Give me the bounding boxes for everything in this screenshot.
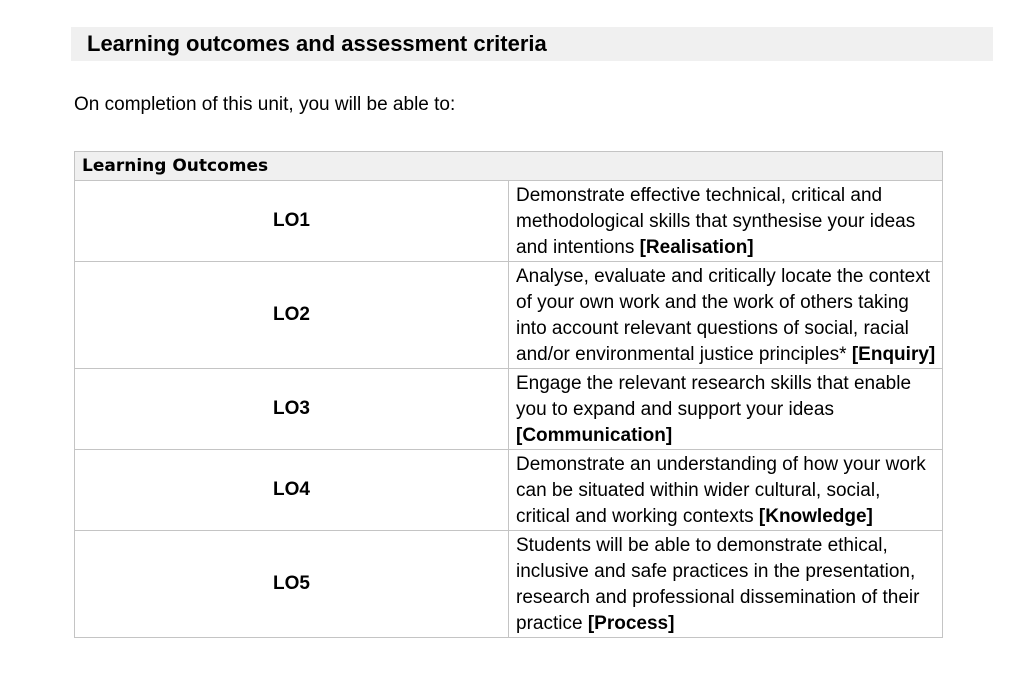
outcome-description xyxy=(509,450,943,531)
section-heading-bar xyxy=(71,27,993,61)
outcome-code: LO5 xyxy=(75,531,509,638)
outcome-code: LO4 xyxy=(75,450,509,531)
outcome-tag: [Enquiry] xyxy=(851,344,936,365)
outcome-text: Students will be able to demonstrate ethical, inclusive and safe practices in the presentation, research and professional dissemination of their practice xyxy=(516,535,920,634)
table-row xyxy=(75,262,943,369)
outcome-text: Demonstrate effective technical, critical and methodological skills that synthesise your ideas and intentions xyxy=(516,185,916,258)
outcome-text: Analyse, evaluate and critically locate the context of your own work and the work of others taking into account relevant questions of social, racial and/or environmental justice principles* xyxy=(516,266,931,365)
table-row xyxy=(75,531,943,638)
table-row xyxy=(75,450,943,531)
table-header-row xyxy=(75,152,943,181)
outcome-tag: [Communication] xyxy=(516,425,673,446)
outcome-code: LO3 xyxy=(75,369,509,450)
intro-text: On completion of this unit, you will be able to: xyxy=(74,94,456,115)
outcome-code: LO2 xyxy=(75,262,509,369)
outcome-text: Engage the relevant research skills that enable you to expand and support your ideas xyxy=(516,373,912,420)
outcome-description xyxy=(509,262,943,369)
table-header: Learning Outcomes xyxy=(75,152,943,181)
outcome-description xyxy=(509,531,943,638)
outcome-code: LO1 xyxy=(75,181,509,262)
learning-outcomes-table xyxy=(74,151,943,638)
outcome-tag: [Process] xyxy=(587,613,675,634)
outcome-description xyxy=(509,369,943,450)
section-heading: Learning outcomes and assessment criteria xyxy=(87,31,547,56)
table-row xyxy=(75,181,943,262)
outcome-tag: [Knowledge] xyxy=(758,506,873,527)
outcome-tag: [Realisation] xyxy=(639,237,754,258)
outcome-description xyxy=(509,181,943,262)
outcome-text: Demonstrate an understanding of how your work can be situated within wider cultural, social, critical and working contexts xyxy=(516,454,926,527)
table-row xyxy=(75,369,943,450)
